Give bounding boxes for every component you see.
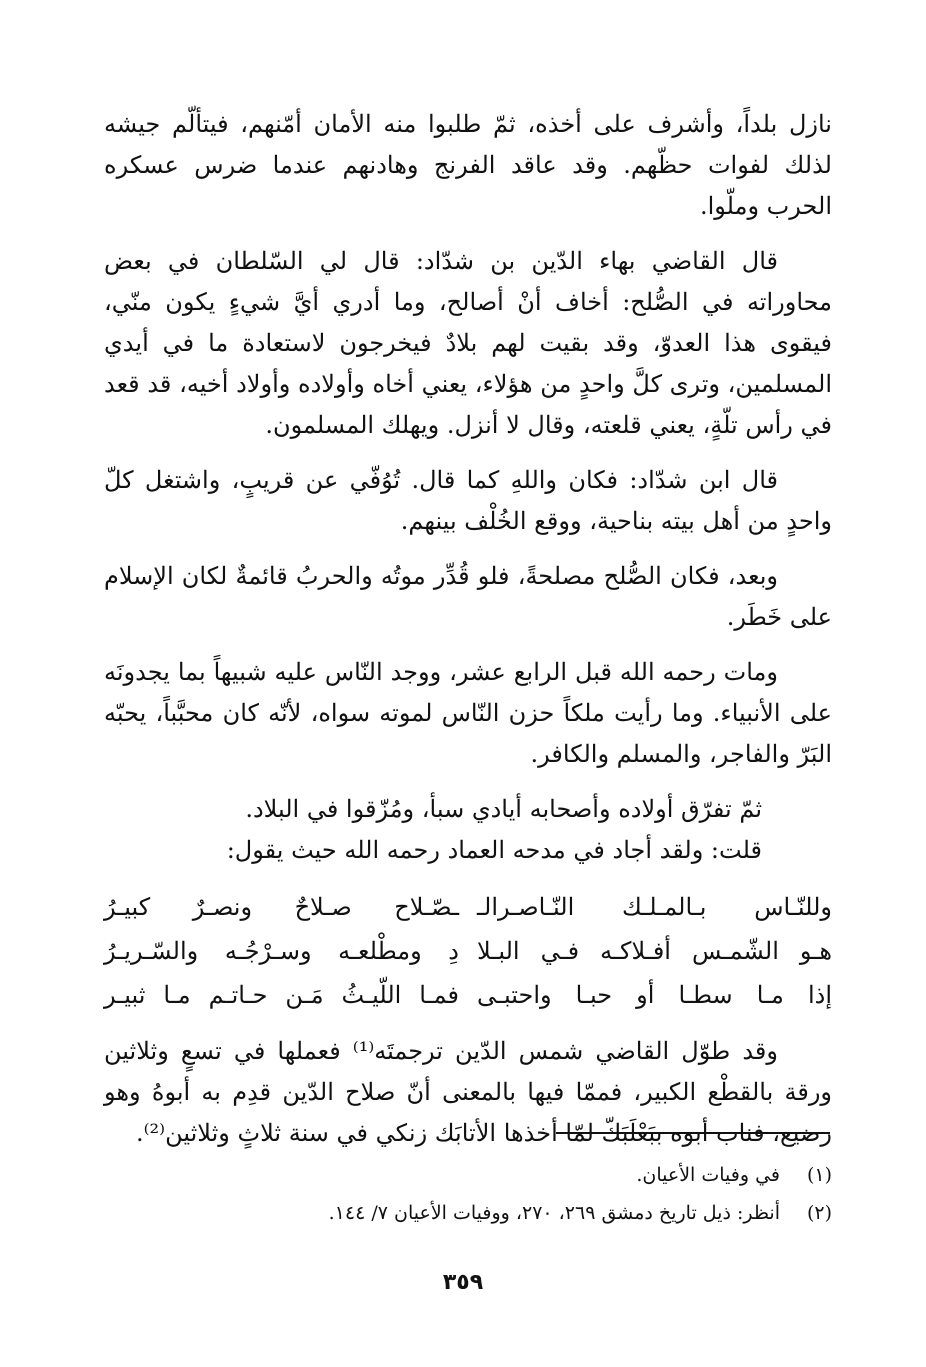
footnote-number: (١) [806,1164,832,1186]
footnote-1 [104,1156,832,1194]
footnote-text: أنظر: ذيل تاريخ دمشق ٢٦٩، ٢٧٠، ووفيات الأعيان ٧/ ١٤٤. [328,1202,780,1224]
verse-intro-1: ثمّ تفرّق أولاده وأصحابه أيادي سبأ، ومُزّقوا في البلاد. [245,795,762,823]
paragraph-3: قال ابن شدّاد: فكان واللهِ كما قال. تُوُفّي عن قريبٍ، واشتغل كلّ واحدٍ من أهل بيته بناحية، ووقع الخُلْف بينهم. [104,466,832,535]
poem [104,885,832,1017]
verse-line-1 [104,885,832,929]
page-number: ٣٥٩ [442,1270,484,1295]
paragraph-2: قال القاضي بهاء الدّين بن شدّاد: قال لي السّلطان في بعض محاوراته في الصُّلح: أخاف أنْ أصالح، وما أدري أيَّ شيءٍ يكون منّي، فيقوى هذا العدوّ، وقد بقيت لهم بلادٌ فيخرجون لاستعادة ما في أيدي المسلمين، وترى كلَّ واحدٍ من هؤلاء، يعني أخاه وأولاده وأولاد أخيه، قد قعد في رأس تلّةٍ، يعني قلعته، وقال لا أنزل. ويهلك المسلمون. [104,247,832,439]
closing-paragraph: وقد طوّل القاضي شمس الدّين ترجمتَه⁽¹⁾ فعملها في تسعٍ وثلاثين ورقة بالقطْع الكبير، فممّا فيها بالمعنى أنّ صلاح الدّين قدِم به أبوهُ وهو رضيع، فناب أبوه ببَعْلَبَكّ لمّا أخذها الأتابَك زنكي في سنة ثلاثٍ وثلاثين⁽²⁾. [104,1037,832,1147]
hemistich-second: دِ ومطْلعـه وسـرْجُـه والسّـريـرُ [104,937,459,965]
main-text [104,104,832,1168]
footnotes [104,1156,832,1232]
footnote-2 [104,1194,832,1232]
hemistich-first: إذا مـا سطـا أو حبـا واحتبـى [477,981,832,1009]
verse-line-2 [104,929,832,973]
hemistich-first: هـو الشّمـس أفـلاكـه فـي البـلا [477,937,832,965]
footnote-text: في وفيات الأعيان. [636,1164,780,1186]
paragraph-5: ومات رحمه الله قبل الرابع عشر، ووجد النّاس عليه شبيهاً بما يجدونَه على الأنبياء. وما رأيت ملكاً حزن النّاس لموته سواه، لأنّه كان محبَّباً، يحبّه البَرّ والفاجر، والمسلم والكافر. [104,658,832,768]
verse-intro-2: قلت: ولقد أجاد في مدحه العماد رحمه الله حيث يقول: [226,836,762,864]
verse-line-3 [104,973,832,1017]
paragraph-4: وبعد، فكان الصُّلح مصلحةً، فلو قُدِّر موتُه والحربُ قائمةٌ لكان الإسلام على خَطَر. [104,562,832,631]
hemistich-first: وللنّـاس بـالمـلـك النّـاصـرالـ [477,893,832,921]
paragraph-1: نازل بلداً، وأشرف على أخذه، ثمّ طلبوا منه الأمان أمّنهم، فيتألّم جيشه لذلك لفوات حظّهم. وقد عاقد الفرنج وهادنهم عندما ضرس عسكره الحرب وملّوا. [104,110,832,220]
hemistich-second: فمـا اللّيـثُ مَـن حـاتـم مـا ثبيـر [104,981,459,1009]
footnote-number: (٢) [806,1202,832,1224]
footnote-separator [556,1132,830,1134]
hemistich-second: ـصّـلاح صـلاحٌ ونصـرٌ كبيـرُ [104,893,459,921]
